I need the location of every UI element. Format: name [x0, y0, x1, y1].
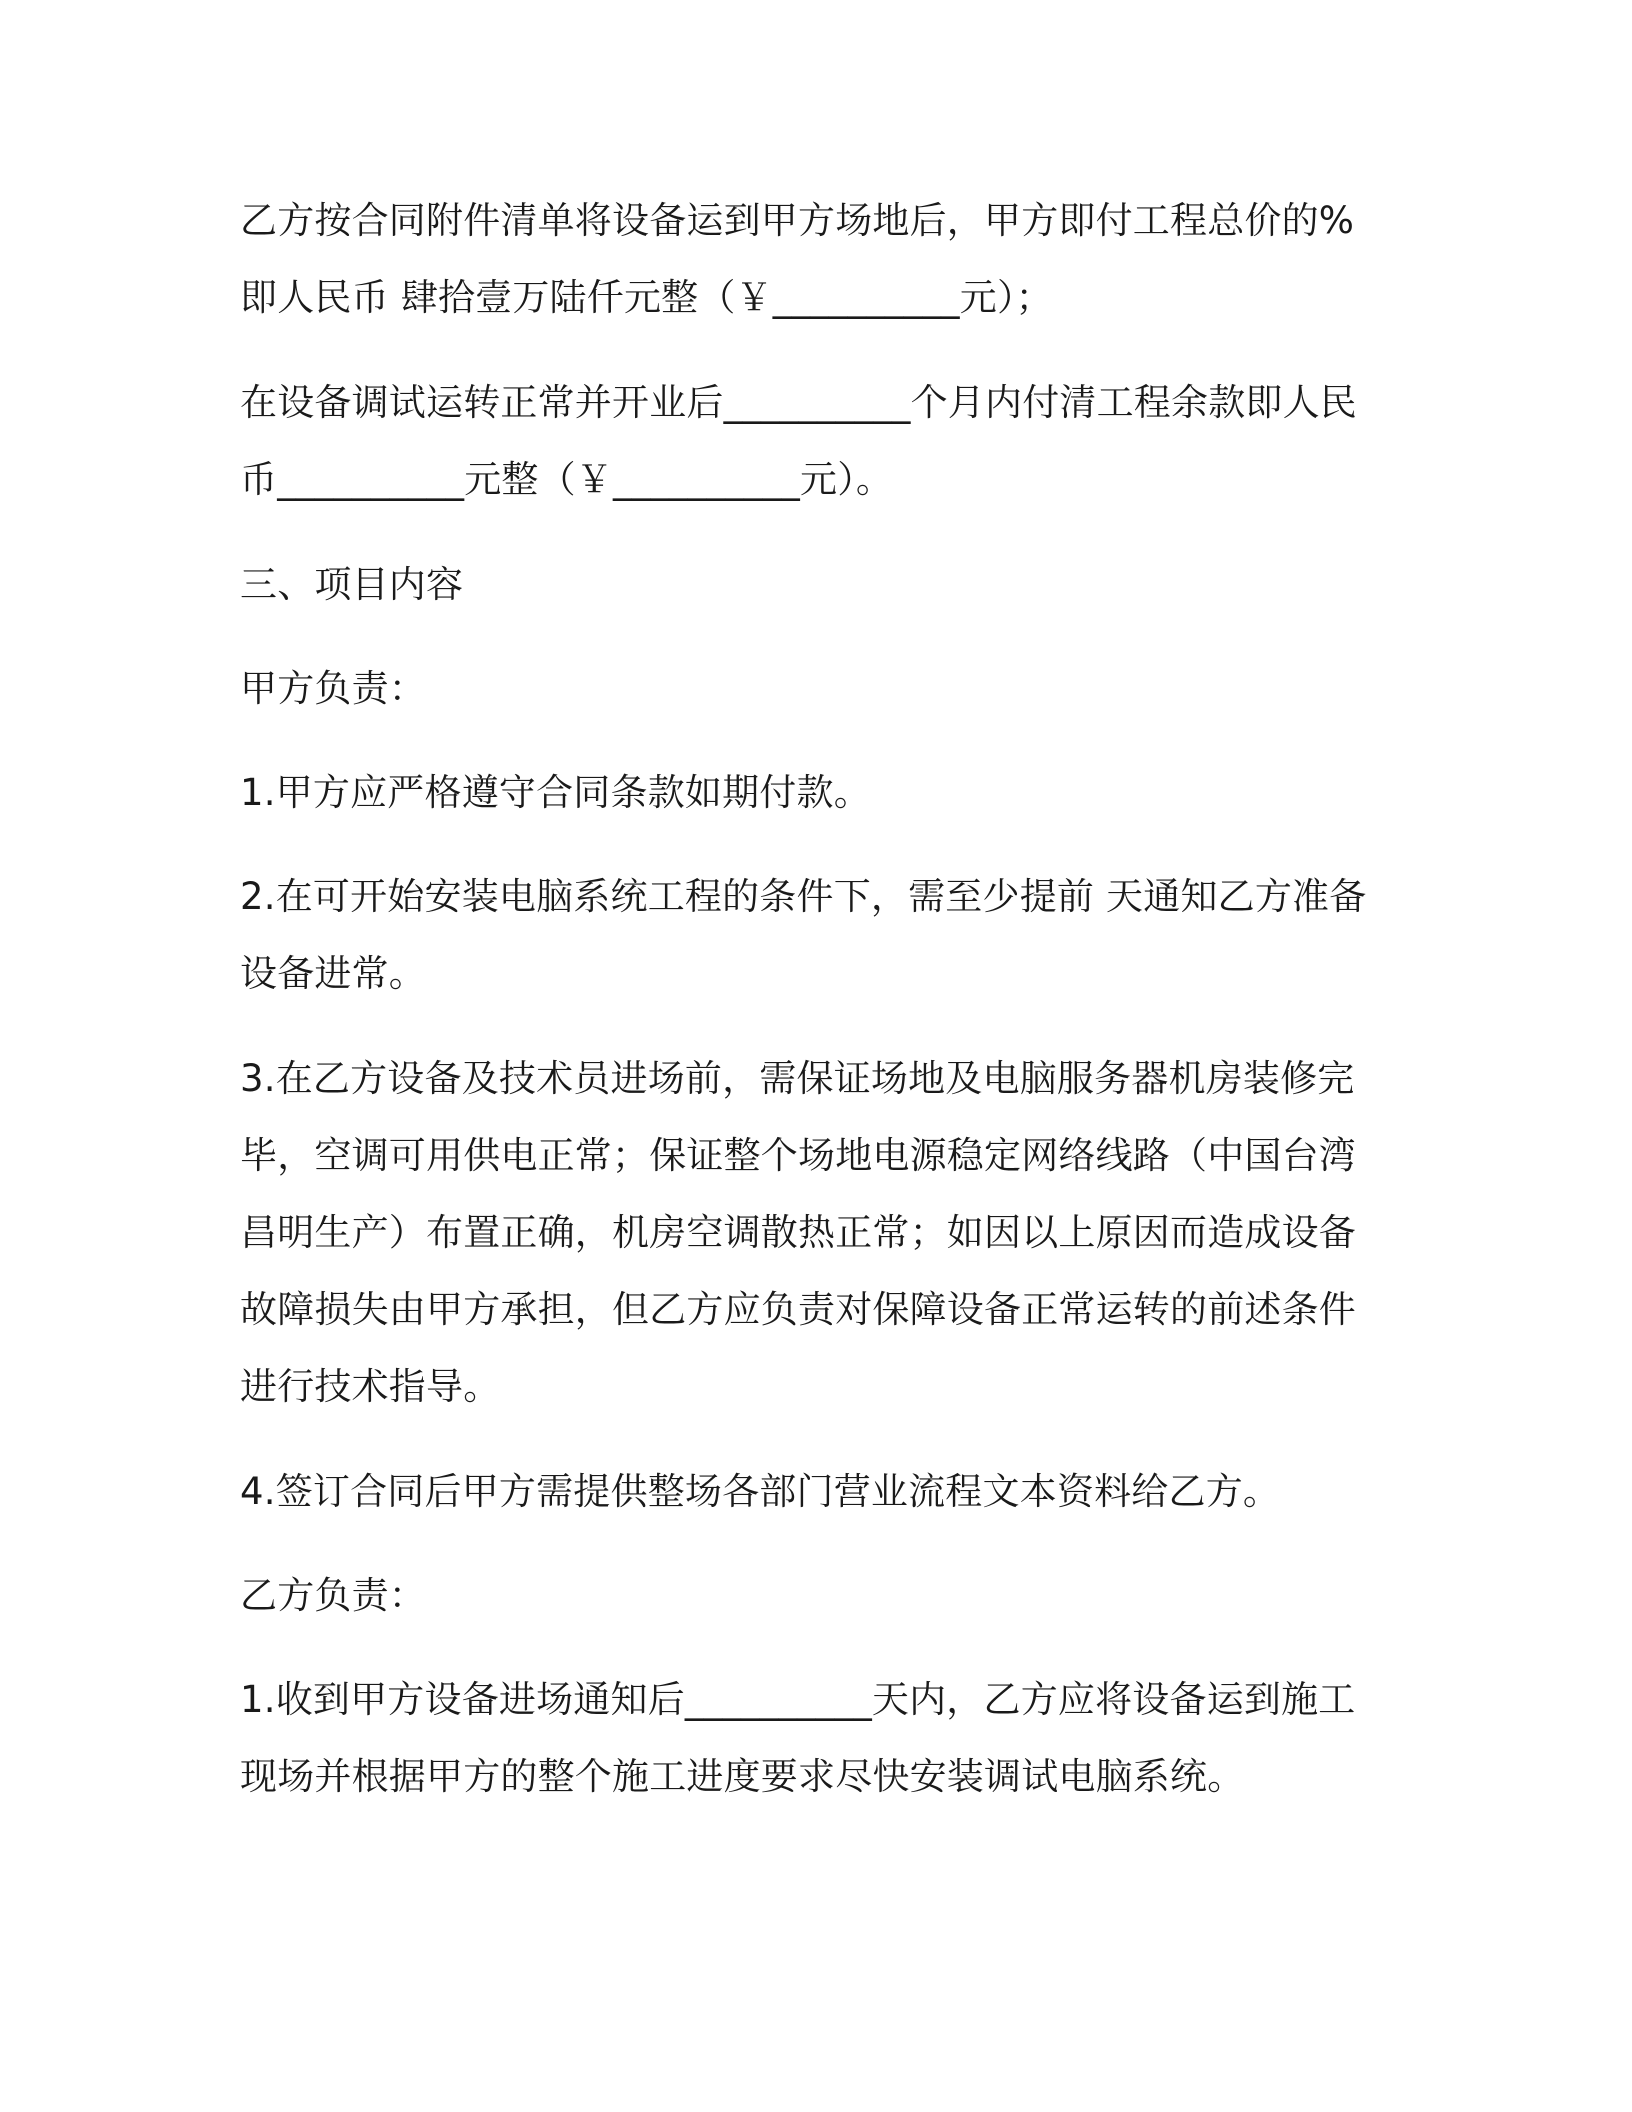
- party-a-item-2: 2.在可开始安装电脑系统工程的条件下，需至少提前 天通知乙方准备设备进常。: [240, 875, 1367, 995]
- party-a-item-4: 4.签订合同后甲方需提供整场各部门营业流程文本资料给乙方。: [240, 1470, 1281, 1513]
- party-a-heading: 甲方负责：: [240, 667, 426, 710]
- party-b-item-1: 1.收到甲方设备进场通知后__________天内，乙方应将设备运到施工现场并根据甲方的整个施工进度要求尽快安装调试电脑系统。: [240, 1678, 1356, 1798]
- payment-clause-delivery: 乙方按合同附件清单将设备运到甲方场地后，甲方即付工程总价的%即人民币 肆拾壹万陆仟元整（￥__________元）；: [240, 199, 1355, 319]
- party-a-item-3: 3.在乙方设备及技术员进场前，需保证场地及电脑服务器机房装修完毕，空调可用供电正常；保证整个场地电源稳定网络线路（中国台湾昌明生产）布置正确，机房空调散热正常；如因以上原因而造成设备故障损失由甲方承担，但乙方应负责对保障设备正常运转的前述条件进行技术指导。: [240, 1057, 1356, 1408]
- document-body: [240, 182, 1370, 1843]
- section-heading-project-content: 三、项目内容: [240, 563, 464, 606]
- party-b-heading: 乙方负责：: [240, 1574, 426, 1617]
- party-a-item-1: 1.甲方应严格遵守合同条款如期付款。: [240, 771, 871, 814]
- payment-clause-balance: 在设备调试运转正常并开业后__________个月内付清工程余款即人民币__________元整（￥__________元）。: [240, 381, 1357, 501]
